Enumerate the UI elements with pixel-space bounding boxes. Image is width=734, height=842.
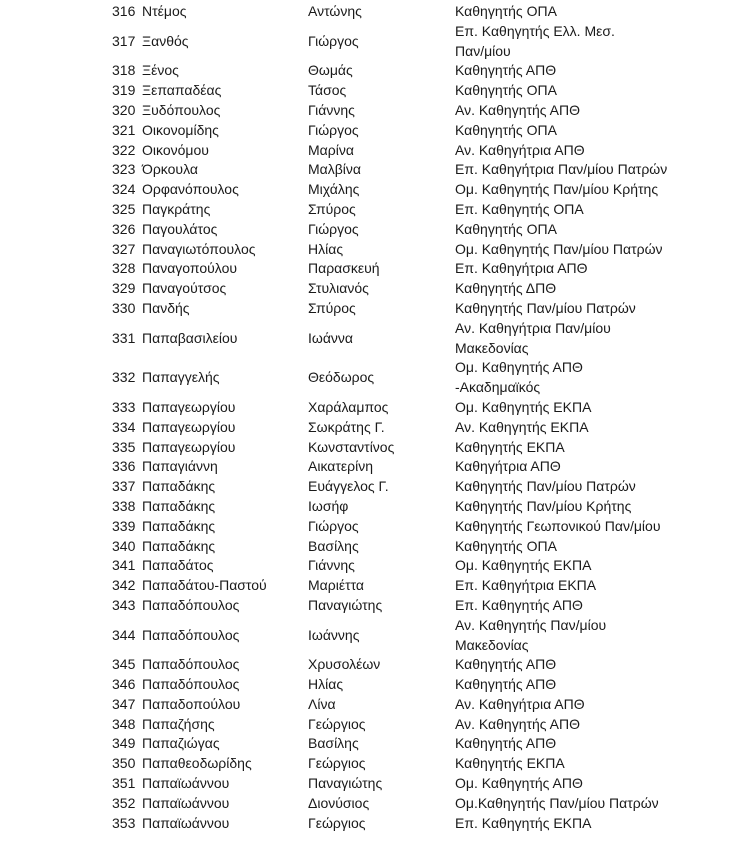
table-row xyxy=(112,418,734,438)
row-number-cell: 342 xyxy=(112,577,136,594)
surname-cell: Ξεπαπαδέας xyxy=(142,82,222,99)
firstname-cell: Στυλιανός xyxy=(308,280,369,297)
table-row xyxy=(112,279,734,299)
title-line: Καθηγητής ΑΠΘ xyxy=(455,676,557,693)
firstname-cell: Μαλβίνα xyxy=(308,161,362,178)
title-cell xyxy=(455,616,734,656)
title-line: Ομ. Καθηγητής Παν/μίου Κρήτης xyxy=(455,181,659,198)
table-row xyxy=(112,616,734,656)
row-number-cell: 318 xyxy=(112,62,136,79)
title-cell xyxy=(455,477,734,497)
surname-cell: Παπαδοπούλου xyxy=(142,695,241,712)
title-line: Αν. Καθηγήτρια ΑΠΘ xyxy=(455,695,585,712)
table-row xyxy=(112,715,734,735)
table-row xyxy=(112,457,734,477)
firstname-cell: Ιωσήφ xyxy=(308,497,349,514)
surname-cell: Παπαδόπουλος xyxy=(142,596,240,613)
title-cell xyxy=(455,537,734,557)
surname-cell: Παναγιωτόπουλος xyxy=(142,240,256,257)
table-row xyxy=(112,61,734,81)
firstname-cell: Ιωάννα xyxy=(308,329,354,346)
title-cell xyxy=(455,319,734,359)
firstname-cell: Γιάννης xyxy=(308,557,355,574)
firstname-cell: Διονύσιος xyxy=(308,794,370,811)
firstname-cell: Ιωάννης xyxy=(308,626,360,643)
row-number-cell: 330 xyxy=(112,299,136,316)
surname-cell: Παπαδόπουλος xyxy=(142,656,240,673)
firstname-cell: Γιώργος xyxy=(308,517,359,534)
table-row xyxy=(112,576,734,596)
table-row xyxy=(112,537,734,557)
table-row xyxy=(112,734,734,754)
firstname-cell: Αικατερίνη xyxy=(308,458,374,475)
firstname-cell: Ηλίας xyxy=(308,240,344,257)
title-line: Καθηγήτρια ΑΠΘ xyxy=(455,458,561,475)
title-line: Μακεδονίας xyxy=(455,339,529,356)
row-number-cell: 350 xyxy=(112,755,136,772)
title-line: Ομ. Καθηγητής ΕΚΠΑ xyxy=(455,398,592,415)
title-line: Αν. Καθηγητής ΑΠΘ xyxy=(455,101,581,118)
firstname-cell: Μαρίνα xyxy=(308,141,354,158)
surname-cell: Ντέμος xyxy=(142,3,187,19)
surname-cell: Παπαϊωάννου xyxy=(142,814,230,831)
title-line: -Ακαδημαϊκός xyxy=(455,379,541,396)
table-row xyxy=(112,814,734,834)
title-cell xyxy=(455,180,734,200)
title-line: Καθηγητής ΟΠΑ xyxy=(455,82,557,99)
title-line: Αν. Καθηγητής ΑΠΘ xyxy=(455,715,581,732)
title-cell xyxy=(455,457,734,477)
title-cell xyxy=(455,101,734,121)
surname-cell: Παπαδόπουλος xyxy=(142,626,240,643)
row-number-cell: 323 xyxy=(112,161,136,178)
firstname-cell: Παναγιώτης xyxy=(308,775,383,792)
firstname-cell: Αντώνης xyxy=(308,3,362,19)
row-number-cell: 340 xyxy=(112,537,136,554)
firstname-cell: Γιώργος xyxy=(308,220,359,237)
row-number-cell: 348 xyxy=(112,715,136,732)
title-cell xyxy=(455,141,734,161)
row-number-cell: 341 xyxy=(112,557,136,574)
surname-cell: Ορφανόπουλος xyxy=(142,181,239,198)
row-number-cell: 319 xyxy=(112,82,136,99)
firstname-cell: Παρασκευή xyxy=(308,260,380,277)
title-cell xyxy=(455,655,734,675)
table-row xyxy=(112,141,734,161)
title-cell xyxy=(455,734,734,754)
surname-cell: Παναγούτσος xyxy=(142,280,227,297)
surname-cell: Παπαδάκης xyxy=(142,537,216,554)
surname-cell: Οικονομίδης xyxy=(142,121,219,138)
surname-cell: Όρκουλα xyxy=(142,161,198,178)
title-cell xyxy=(455,418,734,438)
table-row xyxy=(112,121,734,141)
surname-cell: Παπαδάτου-Παστού xyxy=(142,577,267,594)
title-cell xyxy=(455,220,734,240)
title-line: Καθηγητής ΑΠΘ xyxy=(455,62,557,79)
surname-cell: Παπαδάκης xyxy=(142,497,216,514)
title-cell xyxy=(455,517,734,537)
title-line: Καθηγητής ΑΠΘ xyxy=(455,735,557,752)
title-cell xyxy=(455,259,734,279)
title-cell xyxy=(455,279,734,299)
firstname-cell: Ηλίας xyxy=(308,676,344,693)
title-cell xyxy=(455,160,734,180)
title-cell xyxy=(455,398,734,418)
row-number-cell: 333 xyxy=(112,398,136,415)
table-row xyxy=(112,180,734,200)
surname-cell: Ξανθός xyxy=(142,32,189,49)
table-row xyxy=(112,22,734,62)
title-cell xyxy=(455,596,734,616)
firstname-cell: Κωνσταντίνος xyxy=(308,438,395,455)
row-number-cell: 328 xyxy=(112,260,136,277)
title-line: Καθηγητής ΔΠΘ xyxy=(455,280,557,297)
table-row xyxy=(112,240,734,260)
table-row xyxy=(112,358,734,398)
surname-cell: Παπαγεωργίου xyxy=(142,398,236,415)
firstname-cell: Γιάννης xyxy=(308,101,355,118)
row-number-cell: 353 xyxy=(112,814,136,831)
surname-cell: Παπαζιώγας xyxy=(142,735,220,752)
title-line: Ομ. Καθηγητής Παν/μίου Πατρών xyxy=(455,240,663,257)
table-row xyxy=(112,497,734,517)
title-line: Παν/μίου xyxy=(455,42,511,59)
table-row xyxy=(112,794,734,814)
table-row xyxy=(112,596,734,616)
title-line: Ομ. Καθηγητής ΑΠΘ xyxy=(455,359,583,376)
title-line: Ομ. Καθηγητής ΕΚΠΑ xyxy=(455,557,592,574)
row-number-cell: 344 xyxy=(112,626,136,643)
table-row xyxy=(112,556,734,576)
firstname-cell: Λίνα xyxy=(308,695,336,712)
row-number-cell: 343 xyxy=(112,596,136,613)
row-number-cell: 324 xyxy=(112,181,136,198)
table-row xyxy=(112,774,734,794)
row-number-cell: 317 xyxy=(112,32,136,49)
title-cell xyxy=(455,695,734,715)
title-line: Καθηγητής Παν/μίου Πατρών xyxy=(455,299,636,316)
row-number-cell: 327 xyxy=(112,240,136,257)
firstname-cell: Μιχάλης xyxy=(308,181,360,198)
title-line: Επ. Καθηγητής ΟΠΑ xyxy=(455,200,584,217)
title-line: Καθηγητής ΕΚΠΑ xyxy=(455,755,565,772)
row-number-cell: 326 xyxy=(112,220,136,237)
firstname-cell: Παναγιώτης xyxy=(308,596,383,613)
title-cell xyxy=(455,754,734,774)
firstname-cell: Ευάγγελος Γ. xyxy=(308,478,389,495)
firstname-cell: Βασίλης xyxy=(308,735,359,752)
title-cell xyxy=(455,200,734,220)
firstname-cell: Χαράλαμπος xyxy=(308,398,389,415)
row-number-cell: 345 xyxy=(112,656,136,673)
surname-cell: Παπαδόπουλος xyxy=(142,676,240,693)
table-row xyxy=(112,695,734,715)
title-line: Καθηγητής Παν/μίου Κρήτης xyxy=(455,497,632,514)
title-line: Καθηγητής ΟΠΑ xyxy=(455,220,557,237)
title-line: Καθηγητής Παν/μίου Πατρών xyxy=(455,478,636,495)
row-number-cell: 336 xyxy=(112,458,136,475)
title-cell xyxy=(455,576,734,596)
title-cell xyxy=(455,121,734,141)
title-cell xyxy=(455,299,734,319)
title-line: Ομ. Καθηγητής ΑΠΘ xyxy=(455,775,583,792)
surname-cell: Πανδής xyxy=(142,299,190,316)
title-line: Επ. Καθηγητής ΑΠΘ xyxy=(455,596,583,613)
table-row xyxy=(112,398,734,418)
title-cell xyxy=(455,715,734,735)
row-number-cell: 351 xyxy=(112,775,136,792)
surname-cell: Οικονόμου xyxy=(142,141,209,158)
surname-cell: Παπαδάτος xyxy=(142,557,214,574)
table-row xyxy=(112,200,734,220)
firstname-cell: Γεώργιος xyxy=(308,755,366,772)
title-cell xyxy=(455,358,734,398)
firstname-cell: Χρυσολέων xyxy=(308,656,381,673)
row-number-cell: 322 xyxy=(112,141,136,158)
title-line: Αν. Καθηγητής Παν/μίου xyxy=(455,616,607,633)
surname-cell: Παναγοπούλου xyxy=(142,260,238,277)
title-line: Επ. Καθηγητής Ελλ. Μεσ. xyxy=(455,22,615,39)
table-row xyxy=(112,220,734,240)
surname-cell: Παπαγεωργίου xyxy=(142,438,236,455)
surname-cell: Παπαγεωργίου xyxy=(142,418,236,435)
row-number-cell: 347 xyxy=(112,695,136,712)
table-row xyxy=(112,160,734,180)
title-line: Καθηγητής ΟΠΑ xyxy=(455,3,557,19)
firstname-cell: Θεόδωρος xyxy=(308,369,375,386)
title-line: Επ. Καθηγήτρια ΕΚΠΑ xyxy=(455,577,597,594)
surname-cell: Παπαδάκης xyxy=(142,517,216,534)
firstname-cell: Σπύρος xyxy=(308,200,356,217)
title-cell xyxy=(455,240,734,260)
title-line: Καθηγητής ΟΠΑ xyxy=(455,537,557,554)
table-row xyxy=(112,438,734,458)
title-line: Επ. Καθηγήτρια ΑΠΘ xyxy=(455,260,588,277)
row-number-cell: 335 xyxy=(112,438,136,455)
title-line: Μακεδονίας xyxy=(455,636,529,653)
title-line: Καθηγητής ΑΠΘ xyxy=(455,656,557,673)
row-number-cell: 337 xyxy=(112,478,136,495)
row-number-cell: 332 xyxy=(112,369,136,386)
title-line: Επ. Καθηγητής ΕΚΠΑ xyxy=(455,814,592,831)
table-row xyxy=(112,675,734,695)
surname-cell: Παπαϊωάννου xyxy=(142,794,230,811)
title-cell xyxy=(455,22,734,62)
title-line: Αν. Καθηγήτρια ΑΠΘ xyxy=(455,141,585,158)
title-cell xyxy=(455,497,734,517)
row-number-cell: 339 xyxy=(112,517,136,534)
table-row xyxy=(112,754,734,774)
table-row xyxy=(112,259,734,279)
surname-cell: Παπαδάκης xyxy=(142,478,216,495)
surname-cell: Ξυδόπουλος xyxy=(142,101,221,118)
title-cell xyxy=(455,675,734,695)
row-number-cell: 334 xyxy=(112,418,136,435)
firstname-cell: Γιώργος xyxy=(308,121,359,138)
firstname-cell: Γεώργιος xyxy=(308,814,366,831)
professor-list xyxy=(112,2,734,833)
row-number-cell: 349 xyxy=(112,735,136,752)
surname-cell: Παπαβασιλείου xyxy=(142,329,238,346)
surname-cell: Παπαζήσης xyxy=(142,715,215,732)
firstname-cell: Βασίλης xyxy=(308,537,359,554)
title-cell xyxy=(455,61,734,81)
row-number-cell: 346 xyxy=(112,676,136,693)
title-line: Καθηγητής ΕΚΠΑ xyxy=(455,438,565,455)
title-line: Καθηγητής Γεωπονικού Παν/μίου xyxy=(455,517,661,534)
title-cell xyxy=(455,438,734,458)
row-number-cell: 321 xyxy=(112,121,136,138)
firstname-cell: Τάσος xyxy=(308,82,347,99)
table-row xyxy=(112,81,734,101)
surname-cell: Παπαϊωάννου xyxy=(142,775,230,792)
firstname-cell: Γεώργιος xyxy=(308,715,366,732)
row-number-cell: 325 xyxy=(112,200,136,217)
title-line: Καθηγητής ΟΠΑ xyxy=(455,121,557,138)
title-cell xyxy=(455,794,734,814)
title-cell xyxy=(455,556,734,576)
row-number-cell: 352 xyxy=(112,794,136,811)
title-line: Αν. Καθηγήτρια Παν/μίου xyxy=(455,319,611,336)
surname-cell: Παπαθεοδωρίδης xyxy=(142,755,252,772)
row-number-cell: 331 xyxy=(112,329,136,346)
row-number-cell: 316 xyxy=(112,3,136,19)
table-row xyxy=(112,477,734,497)
surname-cell: Παπαγιάννη xyxy=(142,458,218,475)
table-row xyxy=(112,319,734,359)
table-row xyxy=(112,655,734,675)
firstname-cell: Σπύρος xyxy=(308,299,356,316)
table-row xyxy=(112,517,734,537)
firstname-cell: Θωμάς xyxy=(308,62,353,79)
title-line: Επ. Καθηγήτρια Παν/μίου Πατρών xyxy=(455,161,668,178)
surname-cell: Παγουλάτος xyxy=(142,220,218,237)
row-number-cell: 329 xyxy=(112,280,136,297)
surname-cell: Ξένος xyxy=(142,62,179,79)
firstname-cell: Μαριέττα xyxy=(308,577,365,594)
firstname-cell: Γιώργος xyxy=(308,32,359,49)
table-row xyxy=(112,2,734,22)
row-number-cell: 320 xyxy=(112,101,136,118)
title-cell xyxy=(455,774,734,794)
surname-cell: Παπαγγελής xyxy=(142,369,220,386)
title-line: Αν. Καθηγητής ΕΚΠΑ xyxy=(455,418,589,435)
table-row xyxy=(112,101,734,121)
title-cell xyxy=(455,81,734,101)
row-number-cell: 338 xyxy=(112,497,136,514)
title-cell xyxy=(455,814,734,834)
table-row xyxy=(112,299,734,319)
title-cell xyxy=(455,2,734,22)
surname-cell: Παγκράτης xyxy=(142,200,211,217)
firstname-cell: Σωκράτης Γ. xyxy=(308,418,385,435)
title-line: Ομ.Καθηγητής Παν/μίου Πατρών xyxy=(455,794,659,811)
